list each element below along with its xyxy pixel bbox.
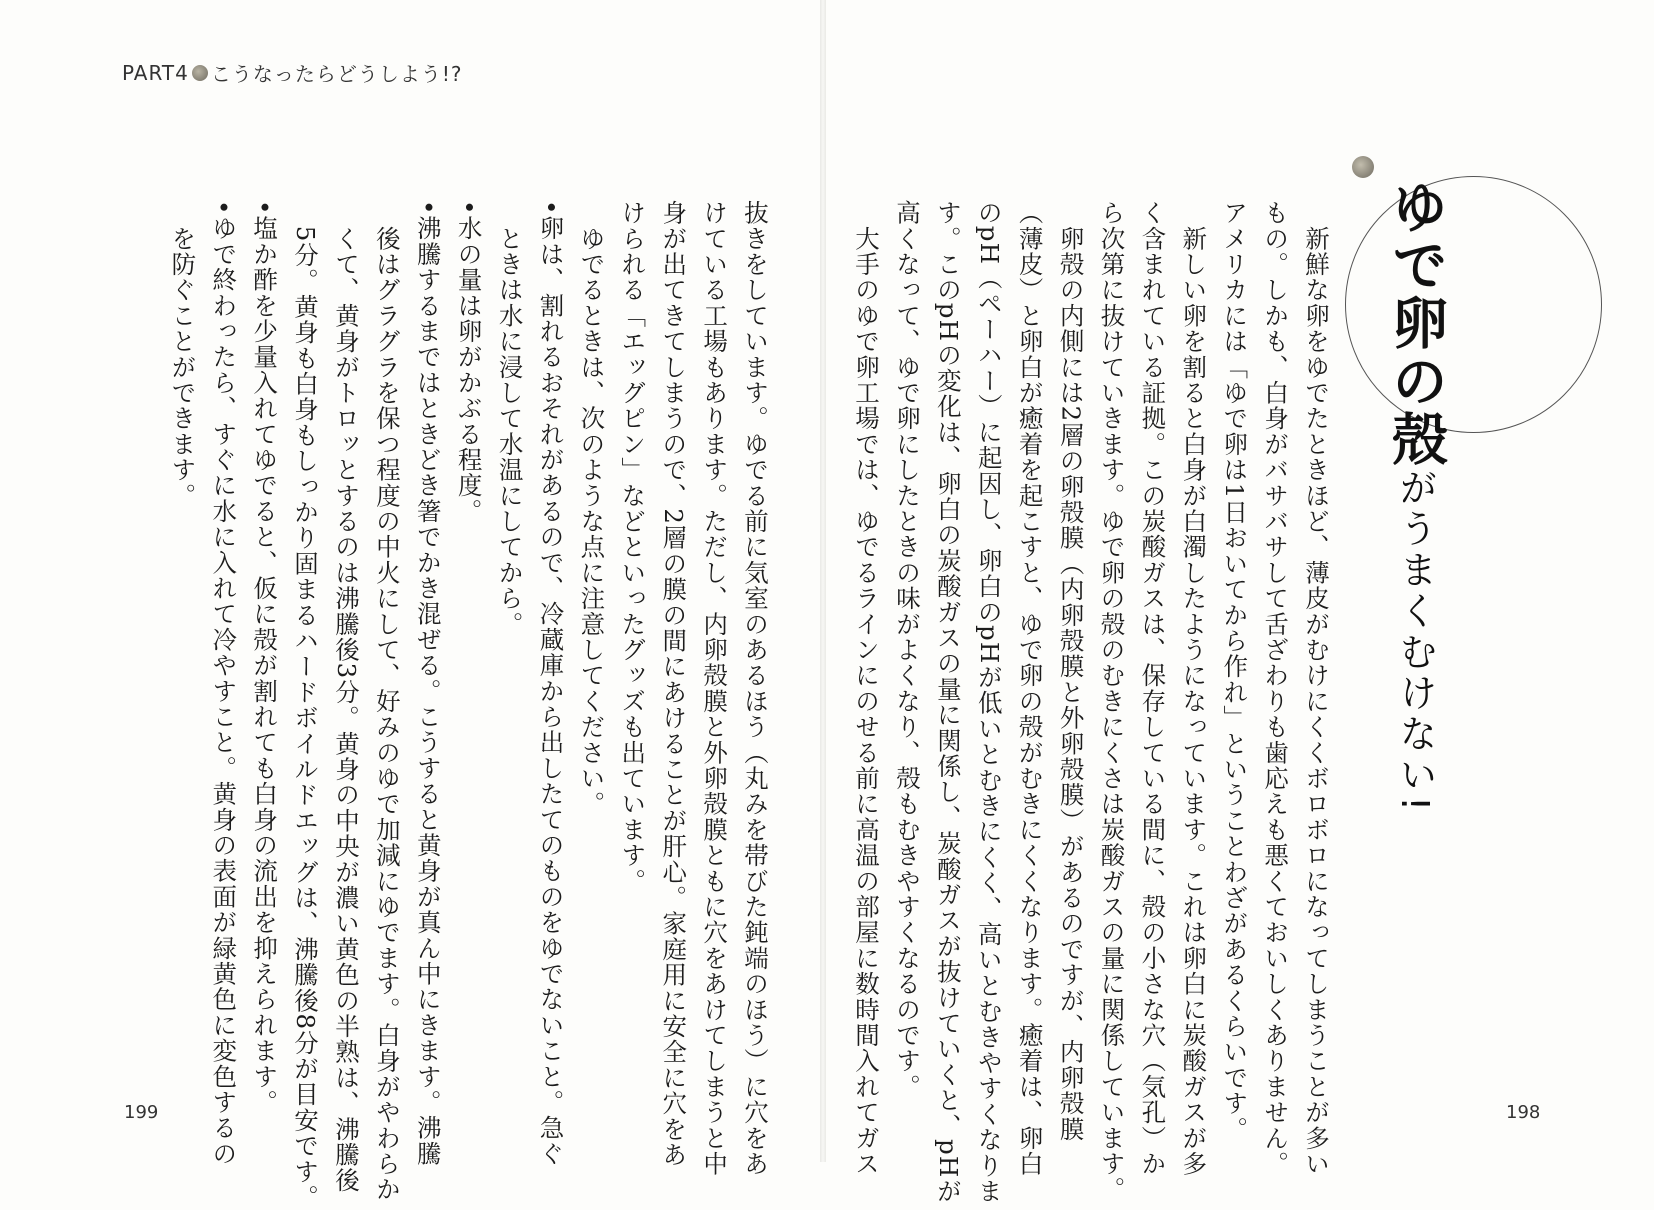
article-title xyxy=(1375,178,1455,815)
running-head xyxy=(122,58,463,87)
right-page-body: 新鮮な卵をゆでたときほど、薄皮がむけにくくボロボロになってしまうことが多い もの。しかも、白身がバサバサして舌ざわりも歯応えも悪くておいしくありません。 アメリカには「ゆで卵は1日おいてから作れ」ということわざがあるくらいです。 新しい卵を割ると白身が白濁したようになっています。これは卵白に炭酸ガスが多 く含まれている証拠。この炭酸ガスは、保存している間に、殻の小さな穴（気孔）か ら次第に抜けていきます。ゆで卵の殻のむきにくさは炭酸ガスの量に関係しています。 卵殻の内側には2層の卵殻膜（内卵殻膜と外卵殻膜）があるのですが、内卵殻膜 （薄皮）と卵白が癒着を起こすと、ゆで卵の殻がむきにくくなります。癒着は、卵白 のpH（ペーハー）に起因し、卵白のpHが低いとむきにくく、高いとむきやすくなりま す。このpHの変化は、卵白の炭酸ガスの量に関係し、炭酸ガスが抜けていくと、pHが 高くなって、ゆで卵にしたときの味がよくなり、殻もむきやすくなるのです。 大手のゆで卵工場では、ゆでるラインにのせる前に高温の部屋に数時間入れてガス xyxy=(852,200,1331,1205)
running-head-part: PART4 xyxy=(122,60,189,85)
title-dot-icon xyxy=(1352,156,1374,178)
left-page-body: 抜きをしています。ゆでる前に気室のあるほう（丸みを帯びた鈍端のほう）に穴をあ けている工場もあります。ただし、内卵殻膜と外卵殻膜ともに穴をあけてしまうと中 身が出てきてしまうので、2層の膜の間にあけることが肝心。家庭用に安全に穴をあ けられる「エッグピン」などといったグッズも出ています。 ゆでるときは、次のような点に注意してください。 •卵は、割れるおそれがあるので、冷蔵庫から出したてのものをゆでないこと。急ぐ ときは水に浸して水温にしてから。 •水の量は卵がかぶる程度。 •沸騰するまではときどき箸でかき混ぜる。こうすると黄身が真ん中にきます。沸騰 後はグラグラを保つ程度の中火にして、好みのゆで加減にゆでます。白身がやわらか くて、黄身がトロッとするのは沸騰後3分。黄身の中央が濃い黄色の半熟は、沸騰後 5分。黄身も白身もしっかり固まるハードボイルドエッグは、沸騰後8分が目安です。 •塩か酢を少量入れてゆでると、仮に殻が割れても白身の流出を抑えられます。 •ゆで終わったら、すぐに水に入れて冷やすこと。黄身の表面が緑黄色に変色するの を防ぐことができます。 xyxy=(168,200,770,1210)
page-number-right: 198 xyxy=(1506,1102,1541,1123)
bullet-dot-icon xyxy=(192,65,208,81)
running-head-section: こうなったらどうしよう!? xyxy=(210,62,463,86)
title-main: ゆで卵の殻 xyxy=(1383,178,1448,468)
title-sub: がうまくむけない! xyxy=(1393,468,1437,815)
book-gutter xyxy=(820,0,826,1162)
page-number-left: 199 xyxy=(124,1102,159,1123)
